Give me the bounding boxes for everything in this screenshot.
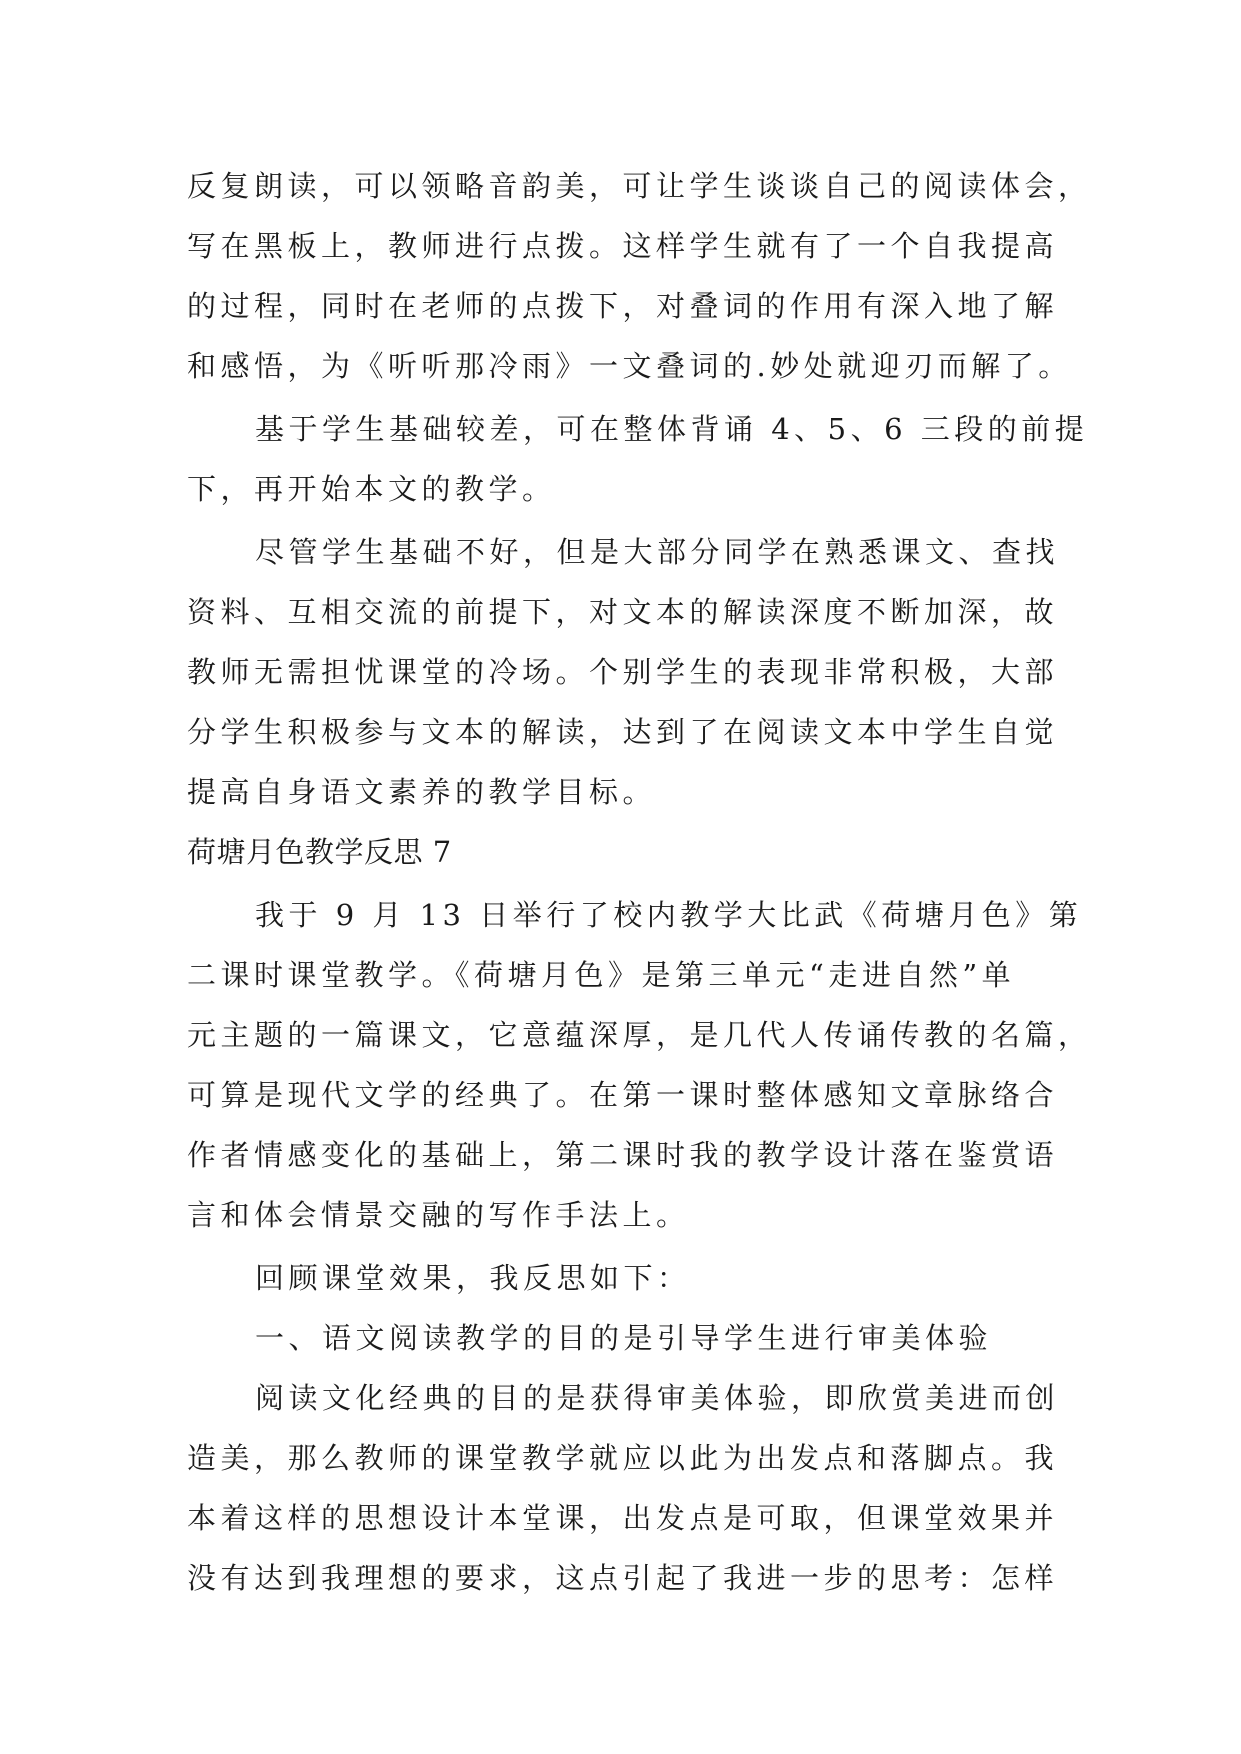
subheading: 一、语文阅读教学的目的是引导学生进行审美体验 bbox=[255, 1321, 993, 1355]
text-line: 教师无需担忧课堂的冷场。个别学生的表现非常积极，大部 bbox=[187, 655, 1059, 689]
text-line: 的过程，同时在老师的点拨下，对叠词的作用有深入地了解 bbox=[187, 289, 1059, 323]
text-line: 二课时课堂教学。《荷塘月色》是第三单元“走进自然”单 bbox=[187, 958, 1016, 992]
paragraph bbox=[187, 885, 1092, 1245]
text-line: 分学生积极参与文本的解读，达到了在阅读文本中学生自觉 bbox=[187, 715, 1059, 749]
text-line: 作者情感变化的基础上，第二课时我的教学设计落在鉴赏语 bbox=[187, 1138, 1059, 1172]
paragraph bbox=[187, 399, 1089, 519]
text-line: 可算是现代文学的经典了。在第一课时整体感知文章脉络合 bbox=[187, 1078, 1059, 1112]
text-line: 资料、互相交流的前提下，对文本的解读深度不断加深，故 bbox=[187, 595, 1059, 629]
text-line: 基于学生基础较差，可在整体背诵 4、5、6 三段的前提 bbox=[255, 412, 1089, 446]
text-line: 写在黑板上，教师进行点拨。这样学生就有了一个自我提高 bbox=[187, 229, 1059, 263]
text-line: 回顾课堂效果，我反思如下： bbox=[255, 1261, 691, 1295]
paragraph bbox=[187, 522, 1060, 822]
text-line: 提高自身语文素养的教学目标。 bbox=[187, 775, 657, 809]
text-line: 元主题的一篇课文，它意蕴深厚，是几代人传诵传教的名篇， bbox=[187, 1018, 1092, 1052]
section-title: 荷塘月色教学反思 7 bbox=[187, 835, 452, 869]
text-line: 反复朗读，可以领略音韵美，可让学生谈谈自己的阅读体会， bbox=[187, 169, 1092, 203]
text-line: 和感悟，为《听听那冷雨》一文叠词的.妙处就迎刃而解了。 bbox=[187, 349, 1072, 383]
text-line: 言和体会情景交融的写作手法上。 bbox=[187, 1198, 690, 1232]
paragraph bbox=[187, 1248, 1055, 1308]
text-line: 造美，那么教师的课堂教学就应以此为出发点和落脚点。我 bbox=[187, 1441, 1059, 1475]
paragraph bbox=[187, 1368, 1060, 1608]
text-line: 没有达到我理想的要求，这点引起了我进一步的思考：怎样 bbox=[187, 1561, 1059, 1595]
text-line: 下，再开始本文的教学。 bbox=[187, 472, 556, 506]
text-line: 尽管学生基础不好，但是大部分同学在熟悉课文、查找 bbox=[255, 535, 1060, 569]
paragraph bbox=[187, 1308, 1055, 1368]
document-page bbox=[187, 156, 1092, 1608]
text-line: 阅读文化经典的目的是获得审美体验，即欣赏美进而创 bbox=[255, 1381, 1060, 1415]
text-line: 本着这样的思想设计本堂课，出发点是可取，但课堂效果并 bbox=[187, 1501, 1059, 1535]
paragraph bbox=[187, 156, 1092, 396]
text-line: 我于 9 月 13 日举行了校内教学大比武《荷塘月色》第 bbox=[255, 898, 1083, 932]
